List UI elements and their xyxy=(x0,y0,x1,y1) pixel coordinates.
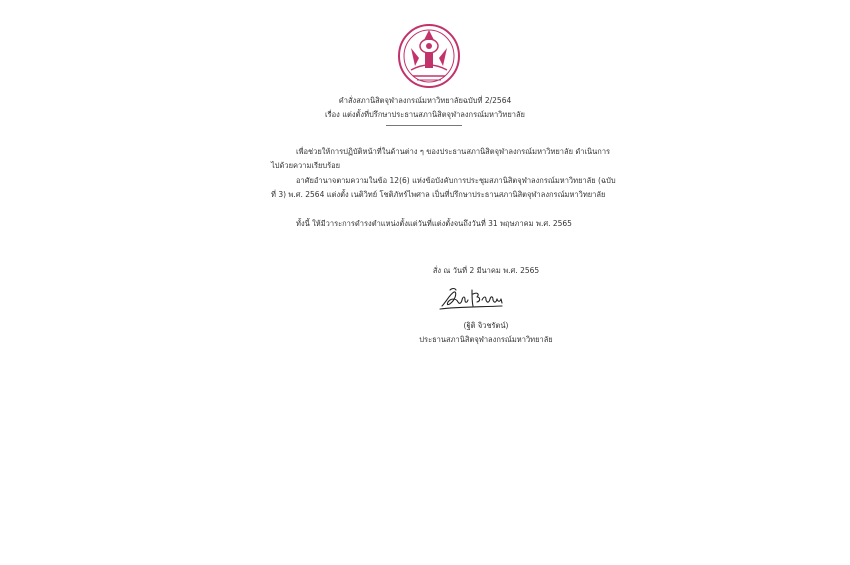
paragraph-2-line-1: อาศัยอำนาจตามความในข้อ 12(6) แห่งข้อบังคับการประชุมสภานิสิตจุฬาลงกรณ์มหาวิทยาลัย (ฉบับ xyxy=(296,176,616,185)
order-date: สั่ง ณ วันที่ 2 มีนาคม พ.ศ. 2565 xyxy=(432,266,540,275)
header-divider xyxy=(386,125,462,126)
handwritten-signature xyxy=(436,284,508,312)
paragraph-2-line-2: ที่ 3) พ.ศ. 2564 แต่งตั้ง เนติวิทย์ โชติภัทร์ไพศาล เป็นที่ปรึกษาประธานสภานิสิตจุฬาลงกรณ์มหาวิทยาลัย xyxy=(271,190,606,199)
paragraph-1-line-1: เพื่อช่วยให้การปฏิบัติหน้าที่ในด้านต่าง ๆ ของประธานสภานิสิตจุฬาลงกรณ์มหาวิทยาลัย ดำเนินการ xyxy=(296,147,611,156)
signatory-position: ประธานสภานิสิตจุฬาลงกรณ์มหาวิทยาลัย xyxy=(419,335,553,344)
university-seal-icon xyxy=(389,22,469,90)
paragraph-1-line-2: ไปด้วยความเรียบร้อย xyxy=(271,161,341,170)
paragraph-3: ทั้งนี้ ให้มีวาระการดำรงตำแหน่งตั้งแต่วันที่แต่งตั้งจนถึงวันที่ 31 พฤษภาคม พ.ศ. 2565 xyxy=(296,219,572,228)
signatory-name: (ฐิติ จิวชรัตน์) xyxy=(463,321,509,330)
order-subject: เรื่อง แต่งตั้งที่ปรึกษาประธานสภานิสิตจุฬาลงกรณ์มหาวิทยาลัย xyxy=(325,110,525,119)
order-title: คำสั่งสภานิสิตจุฬาลงกรณ์มหาวิทยาลัยฉบับที่ 2/2564 xyxy=(338,96,512,105)
